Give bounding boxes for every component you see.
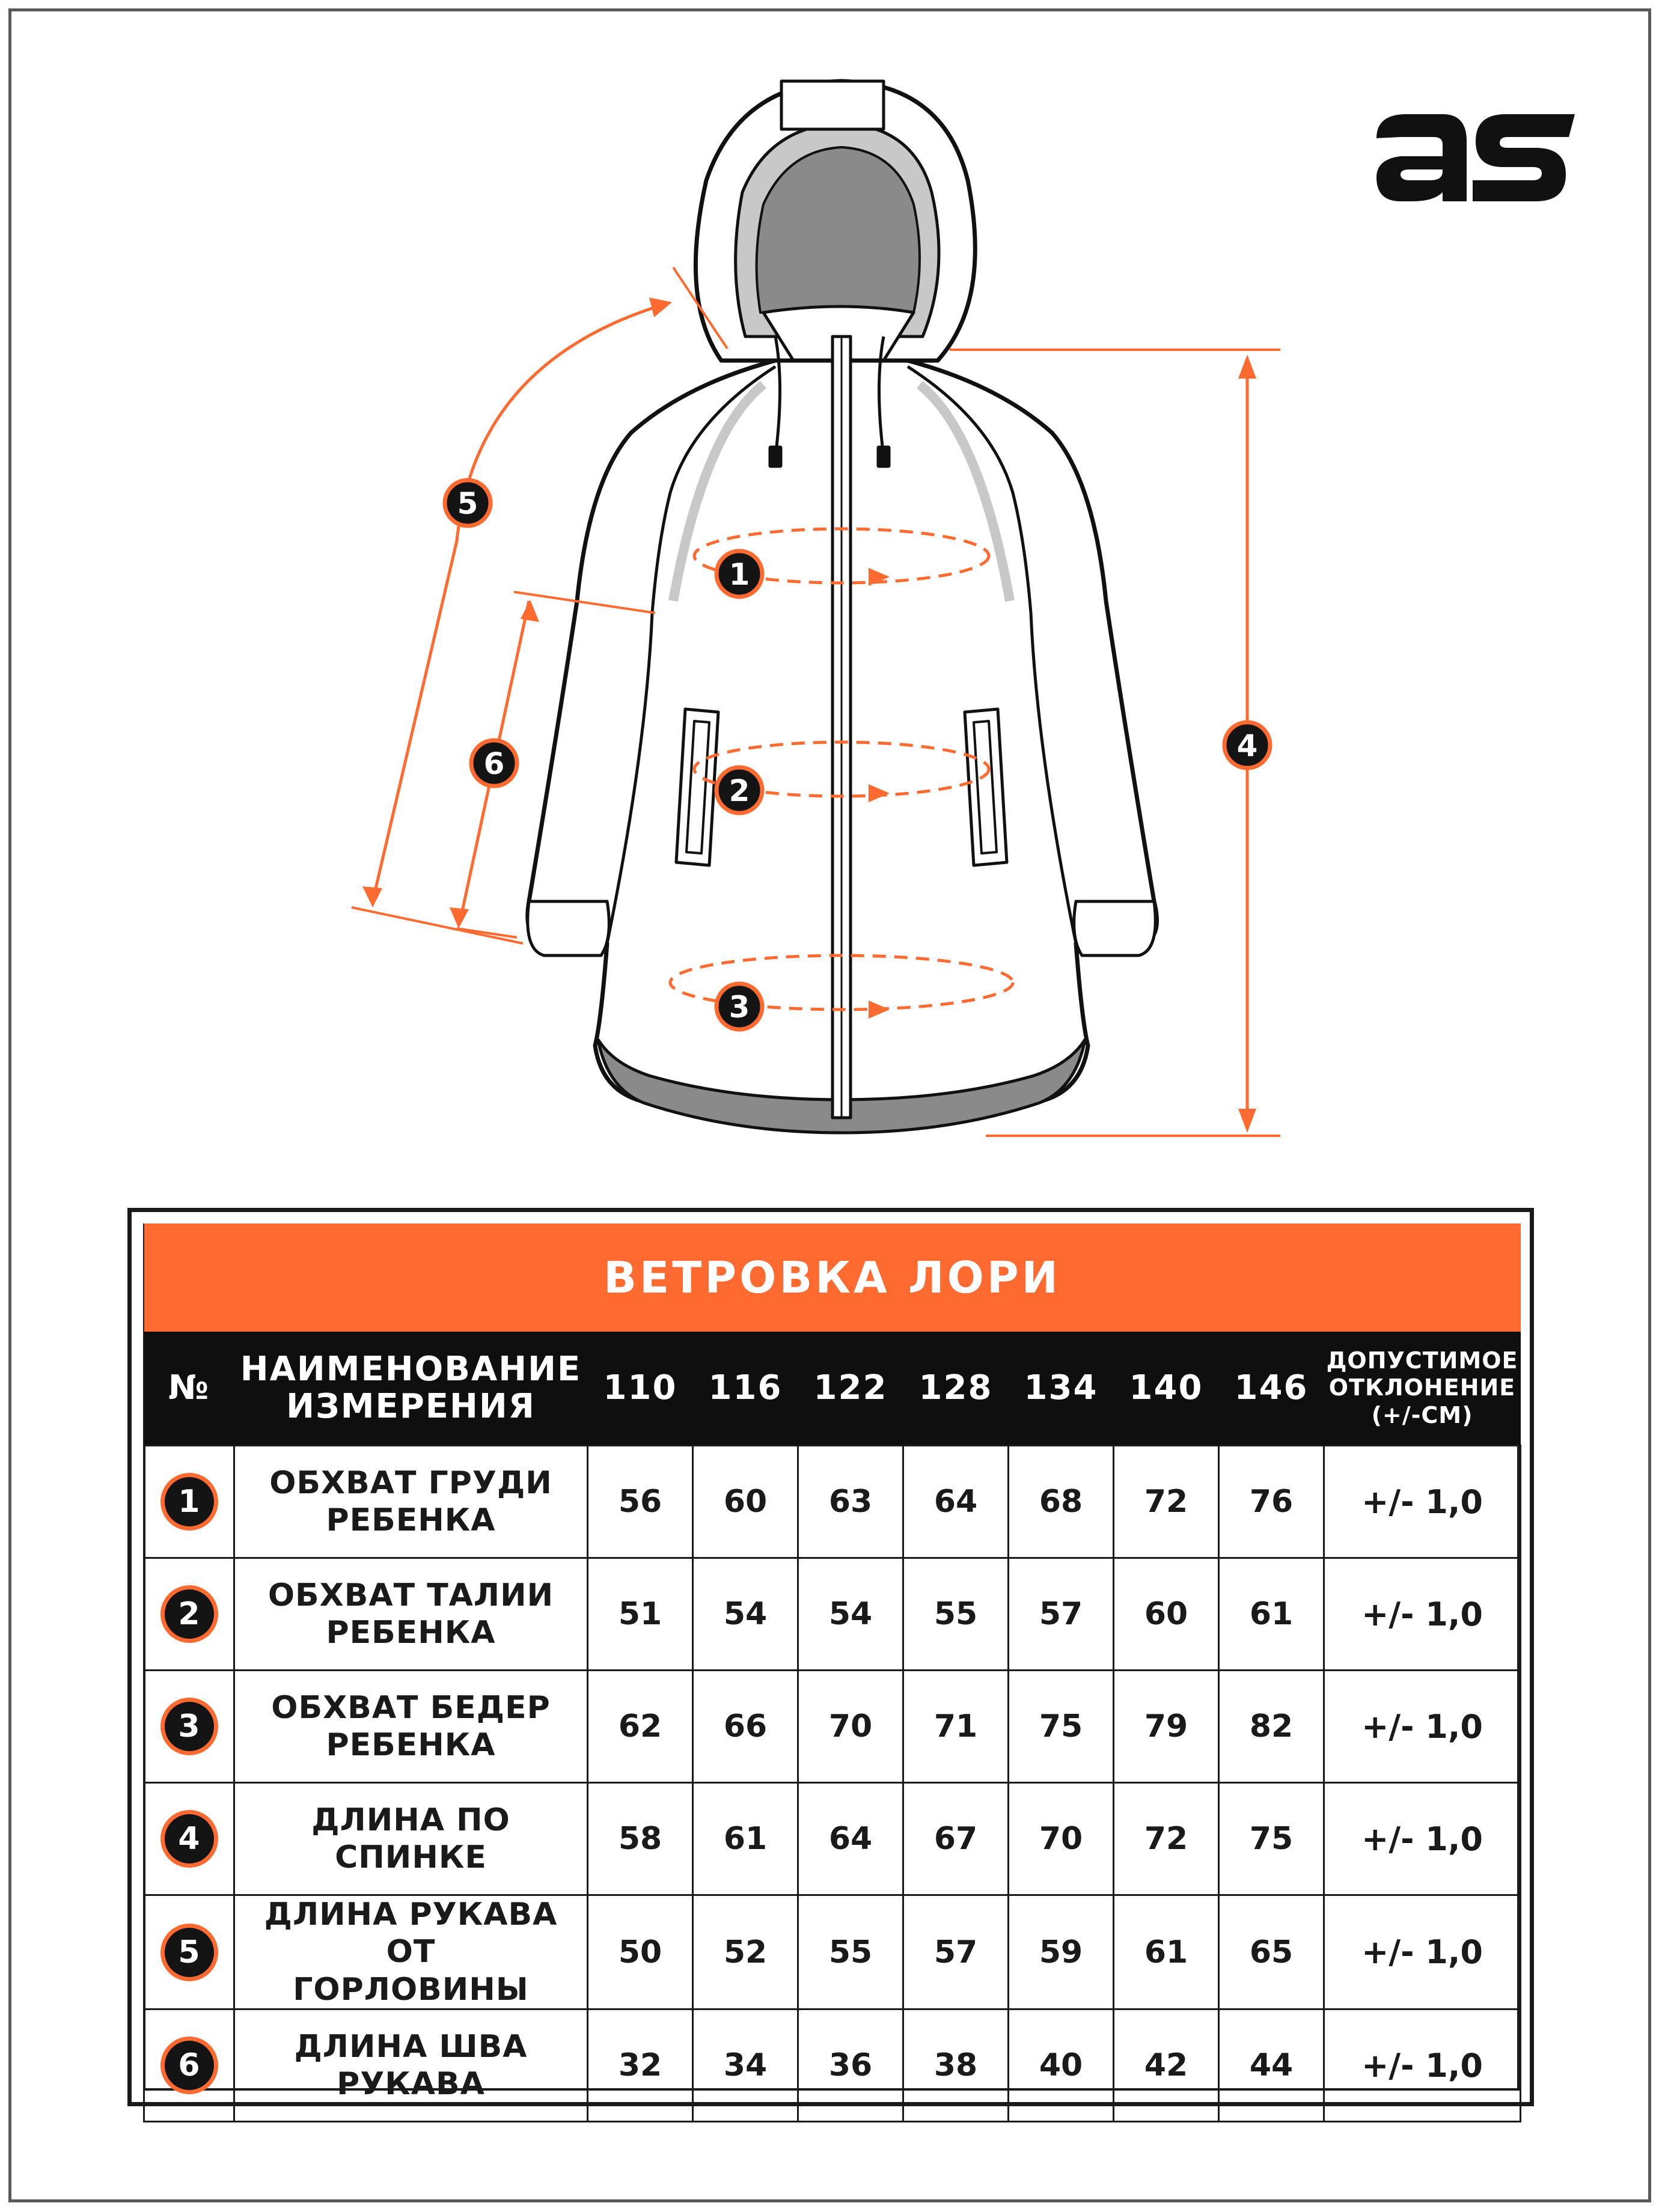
size-value-cell: 68 [1009,1446,1114,1558]
size-value-cell: 70 [1009,1783,1114,1895]
size-value-cell: 61 [693,1783,798,1895]
header-deviation: ДОПУСТИМОЕ ОТКЛОНЕНИЕ (+/-СМ) [1324,1332,1521,1446]
size-value-cell: 72 [1114,1783,1219,1895]
size-value-cell: 64 [798,1783,903,1895]
callout-badge-3 [716,984,762,1029]
callout-badge-1 [716,551,762,597]
size-value-cell: 32 [588,2009,693,2122]
header-number: № [144,1332,234,1446]
row-number-cell [144,1558,234,1671]
svg-text:5: 5 [457,486,478,521]
size-value-cell: 44 [1219,2009,1324,2122]
size-value-cell: 57 [1009,1558,1114,1671]
size-value-cell: 55 [903,1558,1009,1671]
row-number-badge: 4 [160,1810,218,1868]
header-size: 128 [903,1332,1009,1446]
deviation-cell: +/- 1,0 [1324,2009,1521,2122]
table-header-row [144,1332,1521,1446]
row-number-cell [144,2009,234,2122]
size-value-cell: 50 [588,1895,693,2009]
row-number-cell [144,1671,234,1783]
size-chart-table [143,1223,1521,2122]
size-value-cell: 79 [1114,1671,1219,1783]
callout-badge-6 [471,740,517,786]
measure-name-cell: ДЛИНА РУКАВА ОТ ГОРЛОВИНЫ [234,1895,588,2009]
table-row [144,2009,1521,2122]
table-row [144,1558,1521,1671]
size-value-cell: 55 [798,1895,903,2009]
table-title: ВЕТРОВКА ЛОРИ [144,1223,1521,1332]
measure-name-cell: ОБХВАТ ТАЛИИ РЕБЕНКА [234,1558,588,1671]
size-value-cell: 71 [903,1671,1009,1783]
svg-text:4: 4 [1236,728,1258,763]
row-number-cell [144,1783,234,1895]
size-value-cell: 58 [588,1783,693,1895]
measure-name-cell: ОБХВАТ ГРУДИ РЕБЕНКА [234,1446,588,1558]
callout-badge-5 [445,480,490,526]
header-size: 116 [693,1332,798,1446]
size-value-cell: 61 [1219,1558,1324,1671]
size-value-cell: 62 [588,1671,693,1783]
svg-text:2: 2 [729,773,750,808]
size-value-cell: 54 [798,1558,903,1671]
size-value-cell: 57 [903,1895,1009,2009]
table-row [144,1895,1521,2009]
row-number-cell [144,1895,234,2009]
svg-text:3: 3 [729,990,750,1025]
callout-badge-4 [1224,722,1270,768]
measure-name-cell: ОБХВАТ БЕДЕР РЕБЕНКА [234,1671,588,1783]
size-value-cell: 42 [1114,2009,1219,2122]
deviation-cell: +/- 1,0 [1324,1671,1521,1783]
size-value-cell: 75 [1219,1783,1324,1895]
table-row [144,1783,1521,1895]
table-row [144,1671,1521,1783]
row-number-badge: 1 [160,1473,218,1531]
size-value-cell: 60 [693,1446,798,1558]
header-size: 110 [588,1332,693,1446]
table-row [144,1446,1521,1558]
svg-text:6: 6 [483,746,505,781]
size-value-cell: 52 [693,1895,798,2009]
row-number-badge: 6 [160,2037,218,2094]
deviation-cell: +/- 1,0 [1324,1558,1521,1671]
header-size: 146 [1219,1332,1324,1446]
svg-text:1: 1 [729,557,750,592]
size-value-cell: 61 [1114,1895,1219,2009]
header-size: 140 [1114,1332,1219,1446]
size-value-cell: 75 [1009,1671,1114,1783]
row-number-badge: 3 [160,1698,218,1755]
row-number-cell [144,1446,234,1558]
header-size: 122 [798,1332,903,1446]
size-value-cell: 63 [798,1446,903,1558]
deviation-cell: +/- 1,0 [1324,1783,1521,1895]
size-value-cell: 76 [1219,1446,1324,1558]
size-value-cell: 70 [798,1671,903,1783]
size-value-cell: 67 [903,1783,1009,1895]
deviation-cell: +/- 1,0 [1324,1895,1521,2009]
row-number-badge: 5 [160,1924,218,1981]
header-size: 134 [1009,1332,1114,1446]
row-number-badge: 2 [160,1585,218,1643]
size-value-cell: 64 [903,1446,1009,1558]
size-value-cell: 38 [903,2009,1009,2122]
size-value-cell: 34 [693,2009,798,2122]
size-value-cell: 65 [1219,1895,1324,2009]
size-value-cell: 72 [1114,1446,1219,1558]
size-value-cell: 66 [693,1671,798,1783]
size-value-cell: 36 [798,2009,903,2122]
size-value-cell: 82 [1219,1671,1324,1783]
measure-name-cell: ДЛИНА ПО СПИНКЕ [234,1783,588,1895]
size-value-cell: 56 [588,1446,693,1558]
header-measure-name: НАИМЕНОВАНИЕ ИЗМЕРЕНИЯ [234,1332,588,1446]
callout-badge-2 [716,767,762,813]
size-value-cell: 60 [1114,1558,1219,1671]
size-value-cell: 59 [1009,1895,1114,2009]
deviation-cell: +/- 1,0 [1324,1446,1521,1558]
size-value-cell: 51 [588,1558,693,1671]
size-value-cell: 54 [693,1558,798,1671]
measure-name-cell: ДЛИНА ШВА РУКАВА [234,2009,588,2122]
size-value-cell: 40 [1009,2009,1114,2122]
